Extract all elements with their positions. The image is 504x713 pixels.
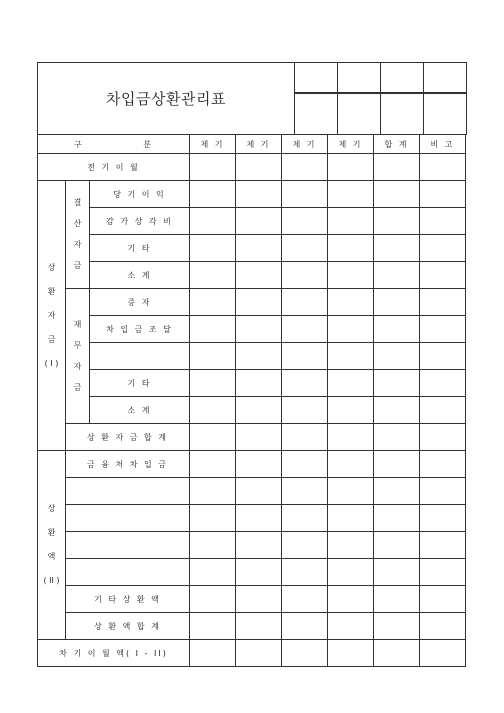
table-row: [38, 235, 466, 262]
approval-signature-cell[interactable]: [295, 94, 338, 135]
row-label: 당 기 이 익: [90, 181, 190, 208]
form-title: 차입금상환관리표: [38, 63, 295, 135]
approval-signature-cell[interactable]: [424, 94, 467, 135]
table-row: [38, 343, 466, 370]
header-period-3: 제 기: [282, 135, 328, 154]
title-block: [37, 62, 467, 135]
header-period-4: 제 기: [328, 135, 374, 154]
approval-cell[interactable]: [381, 63, 424, 93]
row-label: 기 타: [90, 235, 190, 262]
table-row: [38, 532, 466, 559]
row-label[interactable]: [66, 559, 190, 586]
approval-cell[interactable]: [338, 63, 381, 93]
table-row: [38, 586, 466, 613]
repayment-table: [37, 134, 466, 667]
repayment-form: [37, 62, 467, 667]
row-label: 기 타: [90, 370, 190, 397]
group-label-settlement-funds: 결 산 자 금: [66, 181, 90, 289]
row-label-previous-carryover: 전 기 이 월: [38, 154, 190, 181]
header-remarks: 비 고: [420, 135, 466, 154]
table-row: [38, 559, 466, 586]
group-label-financial-funds: 재 무 자 금: [66, 289, 90, 424]
table-row: [38, 208, 466, 235]
approval-cell[interactable]: [295, 63, 338, 93]
table-row: [38, 154, 466, 181]
row-label-next-carryover: 차 기 이 월 액( I - II): [38, 640, 190, 667]
table-row: [38, 424, 466, 451]
row-label: 감 가 상 각 비: [90, 208, 190, 235]
table-row: [38, 289, 466, 316]
approval-cell[interactable]: [424, 63, 467, 93]
table-row: [38, 181, 466, 208]
row-label: 기 타 상 환 액: [66, 586, 190, 613]
group-label-repayment-amount: 상 환 액 ( II ): [38, 451, 66, 640]
header-total: 합 계: [374, 135, 420, 154]
row-label-repayment-funds-total: 상 환 자 금 합 계: [66, 424, 190, 451]
approval-signature-cell[interactable]: [381, 94, 424, 135]
row-label[interactable]: [90, 343, 190, 370]
row-label: 증 자: [90, 289, 190, 316]
group-label-repayment-funds: 상 환 자 금 ( I ): [38, 181, 66, 451]
table-row: [38, 451, 466, 478]
row-label[interactable]: [66, 505, 190, 532]
header-period-1: 제 기: [190, 135, 236, 154]
table-row: [38, 397, 466, 424]
table-row: [38, 478, 466, 505]
row-label: 금 융 처 차 입 금: [66, 451, 190, 478]
row-label: 소 계: [90, 397, 190, 424]
table-row: [38, 505, 466, 532]
table-row: [38, 316, 466, 343]
row-label: 소 계: [90, 262, 190, 289]
table-row: [38, 613, 466, 640]
table-row: [38, 640, 466, 667]
header-category: 구 분: [38, 135, 190, 154]
table-row: [38, 370, 466, 397]
table-row: [38, 262, 466, 289]
approval-signature-cell[interactable]: [338, 94, 381, 135]
row-label[interactable]: [66, 532, 190, 559]
row-label: 차 입 금 조 달: [90, 316, 190, 343]
row-label: 상 환 액 합 계: [66, 613, 190, 640]
header-row: [38, 135, 466, 154]
header-period-2: 제 기: [236, 135, 282, 154]
row-label[interactable]: [66, 478, 190, 505]
